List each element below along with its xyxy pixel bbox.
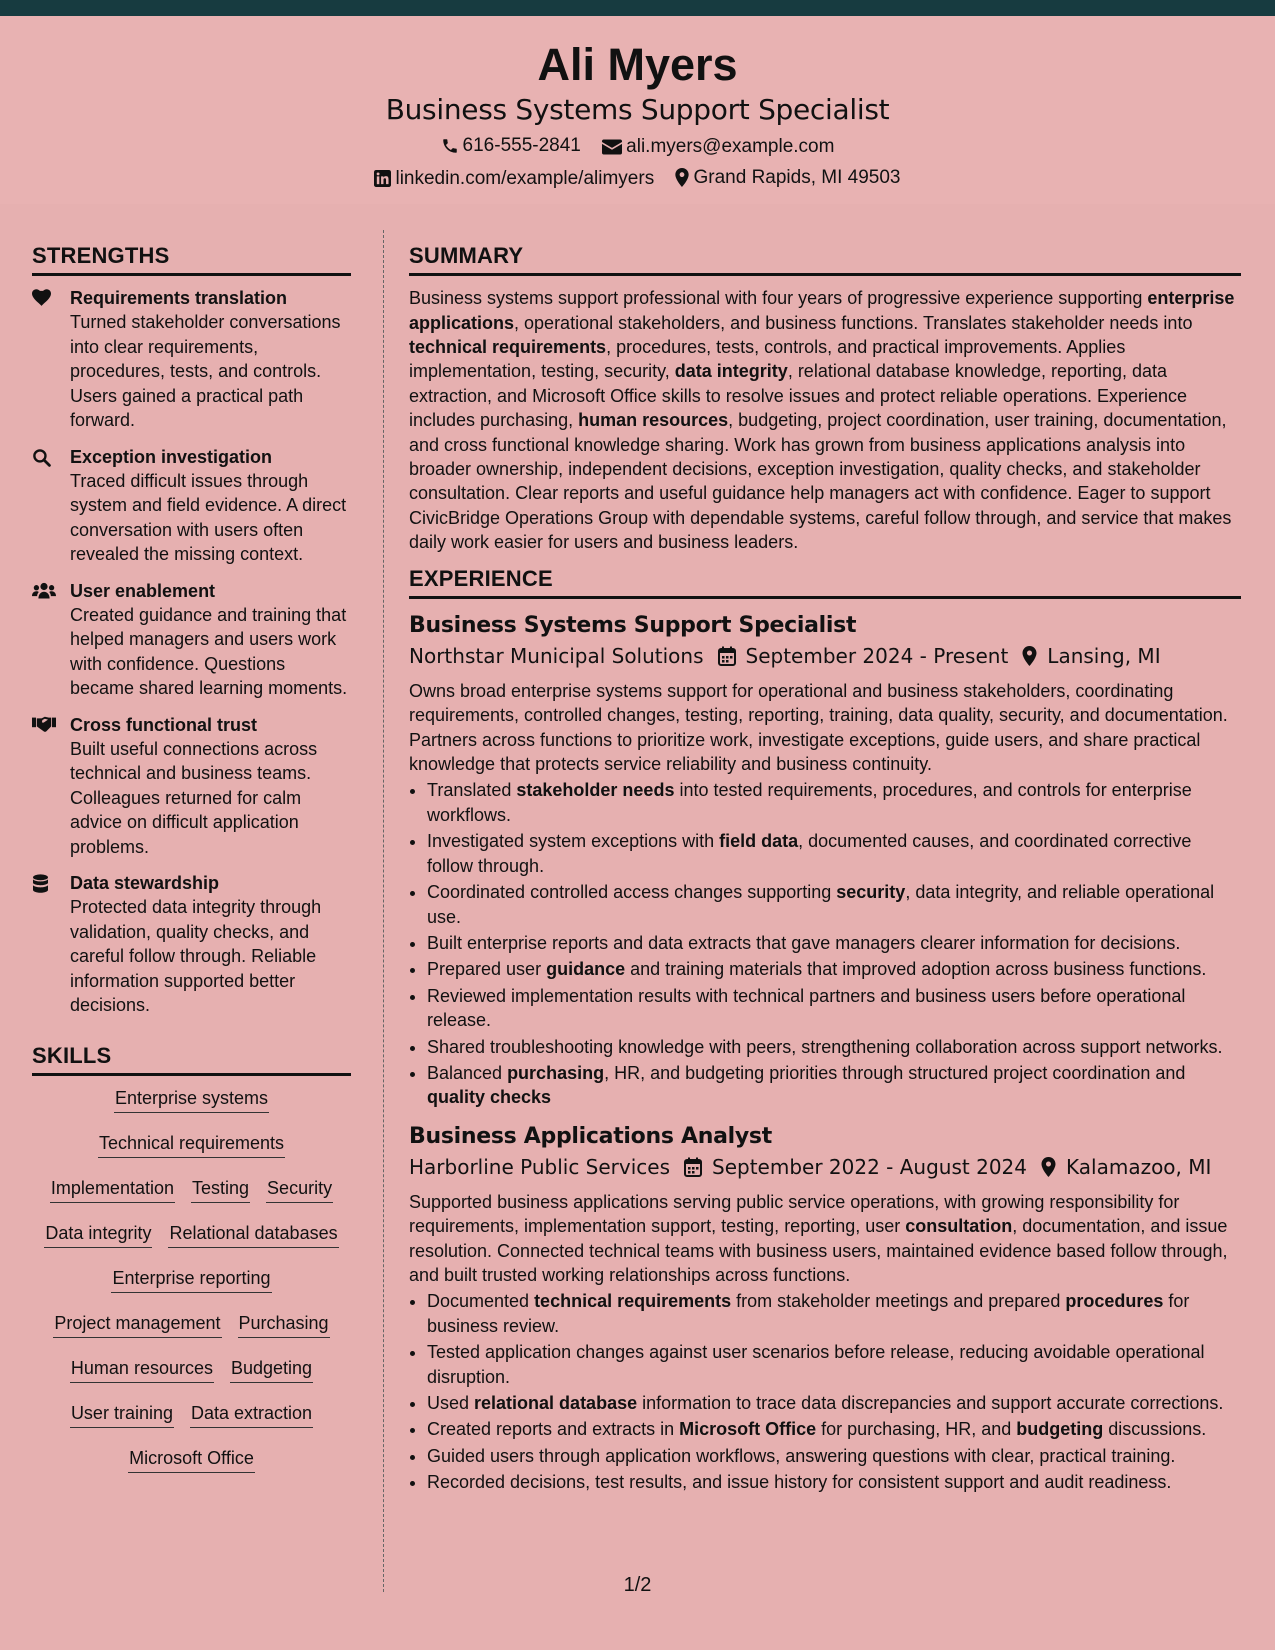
skill-tag: Testing xyxy=(191,1176,250,1203)
bold-keyword: technical requirements xyxy=(534,1291,732,1312)
bold-keyword: enterprise applications xyxy=(409,288,1235,333)
text-run: discussions. xyxy=(1103,1419,1207,1440)
bold-keyword: quality checks xyxy=(427,1087,552,1108)
job-dates: September 2022 - August 2024 xyxy=(684,1152,1027,1182)
job-title: Business Applications Analyst xyxy=(409,1123,772,1149)
text-run: Translated xyxy=(427,780,517,801)
text-run: Prepared user xyxy=(427,959,547,980)
text-run: Shared troubleshooting knowledge with peers, strengthening collaboration across support networks. xyxy=(427,1036,1223,1057)
email-item xyxy=(602,137,834,156)
text-run: , documentation, and issue resolution. Connected technical teams with business users, maintained evidence based follow through, and built trusted working relationships across functions. xyxy=(409,1216,1228,1285)
skill-tag: Microsoft Office xyxy=(128,1446,255,1473)
text-run: and training materials that improved adoption across business functions. xyxy=(625,959,1207,980)
skills-row xyxy=(32,1086,351,1122)
bullet-item xyxy=(427,1470,1241,1494)
text-run: Created reports and extracts in xyxy=(427,1419,680,1440)
strength-item xyxy=(32,579,351,701)
strength-item xyxy=(32,286,351,433)
bullet-item xyxy=(427,984,1241,1033)
job-description xyxy=(409,679,1241,777)
bold-keyword: consultation xyxy=(905,1216,1013,1237)
strength-description: Built useful connections across technical and business teams. Colleagues returned for calm advice on difficult application problems. xyxy=(70,738,318,857)
bold-keyword: budgeting xyxy=(1016,1419,1104,1440)
calendar-icon xyxy=(718,646,736,666)
bullet-item xyxy=(427,1289,1241,1338)
linkedin-icon xyxy=(374,170,391,187)
linkedin-url[interactable]: linkedin.com/example/alimyers xyxy=(395,168,655,189)
skills-row xyxy=(32,1311,351,1347)
skill-tag: Security xyxy=(266,1176,333,1203)
bullet-item xyxy=(427,1444,1241,1468)
bullet-item xyxy=(427,1035,1241,1059)
bullet-item xyxy=(427,1391,1241,1415)
bullet-item xyxy=(427,778,1241,827)
skill-tag: Enterprise reporting xyxy=(111,1266,271,1293)
bullet-item xyxy=(427,829,1241,878)
map-pin-icon xyxy=(675,168,689,187)
text-run: Reviewed implementation results with technical partners and business users before operational release. xyxy=(427,985,1186,1031)
text-run: Business systems support professional with four years of progressive experience supporting xyxy=(409,288,1148,309)
right-column xyxy=(409,244,1241,1497)
job-title: Business Systems Support Specialist xyxy=(409,612,857,638)
map-pin-icon xyxy=(1022,646,1037,666)
skills-row xyxy=(32,1266,351,1302)
company-name: Harborline Public Services xyxy=(409,1154,671,1179)
job-bullets xyxy=(409,1289,1241,1494)
left-column xyxy=(32,244,351,1482)
bullet-item xyxy=(427,1340,1241,1389)
summary-heading: SUMMARY xyxy=(409,244,1241,276)
strength-item xyxy=(32,713,351,860)
job-description xyxy=(409,1190,1241,1288)
job-entry xyxy=(409,1122,1241,1495)
map-pin-icon xyxy=(1041,1157,1056,1177)
text-run: Investigated system exceptions with xyxy=(427,831,720,852)
strength-description: Traced difficult issues through system and field evidence. A direct conversation with users often revealed the missing context. xyxy=(70,470,347,565)
bold-keyword: data integrity xyxy=(674,361,788,382)
candidate-name: Ali Myers xyxy=(537,39,738,90)
contact-row-2 xyxy=(0,168,1275,191)
bold-keyword: technical requirements xyxy=(409,337,607,357)
text-run: Owns broad enterprise systems support for operational and business stakeholders, coordinating requirements, controlled changes, testing, reporting, training, data quality, security, and documentation. Partners across functions to prioritize work, investigate exceptions, guide users, and share practical knowledge that protects service reliability and business continuity. xyxy=(409,680,1228,775)
job-dates: September 2024 - Present xyxy=(718,641,1009,671)
skills-row xyxy=(32,1176,351,1212)
bold-keyword: field data xyxy=(719,831,799,852)
skill-tag: Data extraction xyxy=(190,1401,313,1428)
strength-title: Requirements translation xyxy=(70,288,288,309)
job-meta xyxy=(409,1152,1241,1182)
strength-description: Created guidance and training that helped managers and users work with confidence. Questions became shared learning moments. xyxy=(70,604,348,699)
text-run: for business review. xyxy=(427,1291,1190,1336)
text-run: , HR, and budgeting priorities through structured project coordination and xyxy=(604,1062,1186,1083)
skills-list xyxy=(32,1086,351,1482)
column-divider xyxy=(383,230,384,1592)
bullet-item xyxy=(427,1061,1241,1110)
handshake-icon xyxy=(32,716,56,732)
resume-header xyxy=(0,16,1275,204)
calendar-icon xyxy=(684,1157,702,1177)
text-run: Used xyxy=(427,1393,475,1413)
candidate-title: Business Systems Support Specialist xyxy=(385,93,890,126)
bullet-item xyxy=(427,1417,1241,1441)
text-run: Built enterprise reports and data extracts that gave managers clearer information for decisions. xyxy=(427,932,1181,953)
text-run: , relational database knowledge, reporting, data extraction, and Microsoft Office skills to resolve issues and protect reliable operations. Experience includes purchasing, xyxy=(409,361,1188,431)
strength-description: Protected data integrity through validation, quality checks, and careful follow through. Reliable information supported better decisions. xyxy=(70,897,322,1016)
skill-tag: Human resources xyxy=(70,1356,214,1383)
linkedin-item xyxy=(374,169,654,188)
bold-keyword: security xyxy=(836,882,906,903)
skill-tag: Purchasing xyxy=(238,1311,330,1338)
text-run: , procedures, tests, controls, and practical improvements. Applies implementation, testing, security, xyxy=(409,337,1126,382)
text-run: from stakeholder meetings and prepared xyxy=(731,1291,1066,1312)
skills-row xyxy=(32,1446,351,1482)
job-entry xyxy=(409,611,1241,1110)
page-number: 1/2 xyxy=(623,1574,652,1596)
skills-row xyxy=(32,1401,351,1437)
email-address[interactable]: ali.myers@example.com xyxy=(626,136,835,157)
skills-row xyxy=(32,1131,351,1167)
strength-title: Data stewardship xyxy=(70,873,220,894)
text-run: , documented causes, and coordinated corrective follow through. xyxy=(427,831,1192,876)
strength-title: Exception investigation xyxy=(70,446,273,467)
job-location: Lansing, MI xyxy=(1022,641,1160,671)
strengths-heading: STRENGTHS xyxy=(32,244,351,276)
phone-icon xyxy=(441,137,459,155)
experience-list xyxy=(409,611,1241,1495)
phone-number: 616-555-2841 xyxy=(462,135,581,156)
text-run: Guided users through application workflows, answering questions with clear, practical training. xyxy=(427,1445,1176,1466)
skill-tag: Budgeting xyxy=(230,1356,313,1383)
top-bar xyxy=(0,0,1275,16)
search-icon xyxy=(32,448,51,467)
users-icon xyxy=(32,582,56,599)
bullet-item xyxy=(427,931,1241,955)
skill-tag: Enterprise systems xyxy=(114,1086,269,1113)
bold-keyword: relational database xyxy=(474,1393,638,1413)
bullet-item xyxy=(427,957,1241,981)
text-run: for purchasing, HR, and xyxy=(816,1419,1017,1440)
text-run: , budgeting, project coordination, user training, documentation, and cross functional knowledge sharing. Work has grown from business applications analysis into broader ownership, independent decisions, exception investigation, quality checks, and stakeholder consultation. Clear reports and useful guidance help managers act with confidence. Eager to support CivicBridge Operations Group with dependable systems, careful follow through, and service that makes daily work easier for users and business leaders. xyxy=(409,410,1232,553)
strength-title: Cross functional trust xyxy=(70,714,258,735)
skill-tag: Project management xyxy=(53,1311,221,1338)
skill-tag: User training xyxy=(70,1401,174,1428)
skills-row xyxy=(32,1221,351,1257)
summary-text xyxy=(409,286,1241,554)
envelope-icon xyxy=(602,139,622,155)
skills-row xyxy=(32,1356,351,1392)
bold-keyword: guidance xyxy=(546,959,626,980)
skill-tag: Data integrity xyxy=(44,1221,152,1248)
text-run: information to trace data discrepancies and support accurate corrections. xyxy=(637,1393,1224,1413)
bold-keyword: human resources xyxy=(578,410,729,431)
text-run: Tested application changes against user scenarios before release, reducing avoidable operational disruption. xyxy=(427,1342,1205,1387)
skill-tag: Implementation xyxy=(50,1176,175,1203)
skills-heading: SKILLS xyxy=(32,1044,351,1076)
text-run: Documented xyxy=(427,1291,535,1312)
phone-item xyxy=(441,136,581,155)
job-bullets xyxy=(409,778,1241,1109)
contact-row-1 xyxy=(0,136,1275,159)
experience-heading: EXPERIENCE xyxy=(409,567,1241,599)
strength-item xyxy=(32,871,351,1018)
text-run: Recorded decisions, test results, and issue history for consistent support and audit readiness. xyxy=(427,1472,1172,1493)
database-icon xyxy=(32,874,49,894)
bullet-item xyxy=(427,880,1241,929)
company-name: Northstar Municipal Solutions xyxy=(409,643,704,668)
heart-icon xyxy=(32,289,51,306)
skill-tag: Relational databases xyxy=(168,1221,338,1248)
bold-keyword: stakeholder needs xyxy=(516,780,675,801)
text-run: , data integrity, and reliable operational use. xyxy=(427,882,1215,927)
text-run: into tested requirements, procedures, and controls for enterprise workflows. xyxy=(427,780,1192,825)
skill-tag: Technical requirements xyxy=(98,1131,285,1158)
text-run: Coordinated controlled access changes supporting xyxy=(427,882,837,903)
location-item xyxy=(675,168,900,187)
job-meta xyxy=(409,641,1241,671)
strength-title: User enablement xyxy=(70,580,216,601)
text-run: , operational stakeholders, and business functions. Translates stakeholder needs into xyxy=(514,312,1193,333)
strength-item xyxy=(32,445,351,567)
text-run: Supported business applications serving public service operations, with growing responsibility for requirements, implementation support, testing, reporting, user xyxy=(409,1191,1180,1237)
strength-description: Turned stakeholder conversations into clear requirements, procedures, tests, and controls. Users gained a practical path forward. xyxy=(70,312,341,431)
text-run: Balanced xyxy=(427,1062,508,1083)
location-text: Grand Rapids, MI 49503 xyxy=(693,167,901,188)
bold-keyword: procedures xyxy=(1065,1291,1164,1312)
bold-keyword: purchasing xyxy=(507,1062,605,1083)
bold-keyword: Microsoft Office xyxy=(679,1419,817,1440)
job-location: Kalamazoo, MI xyxy=(1041,1152,1211,1182)
